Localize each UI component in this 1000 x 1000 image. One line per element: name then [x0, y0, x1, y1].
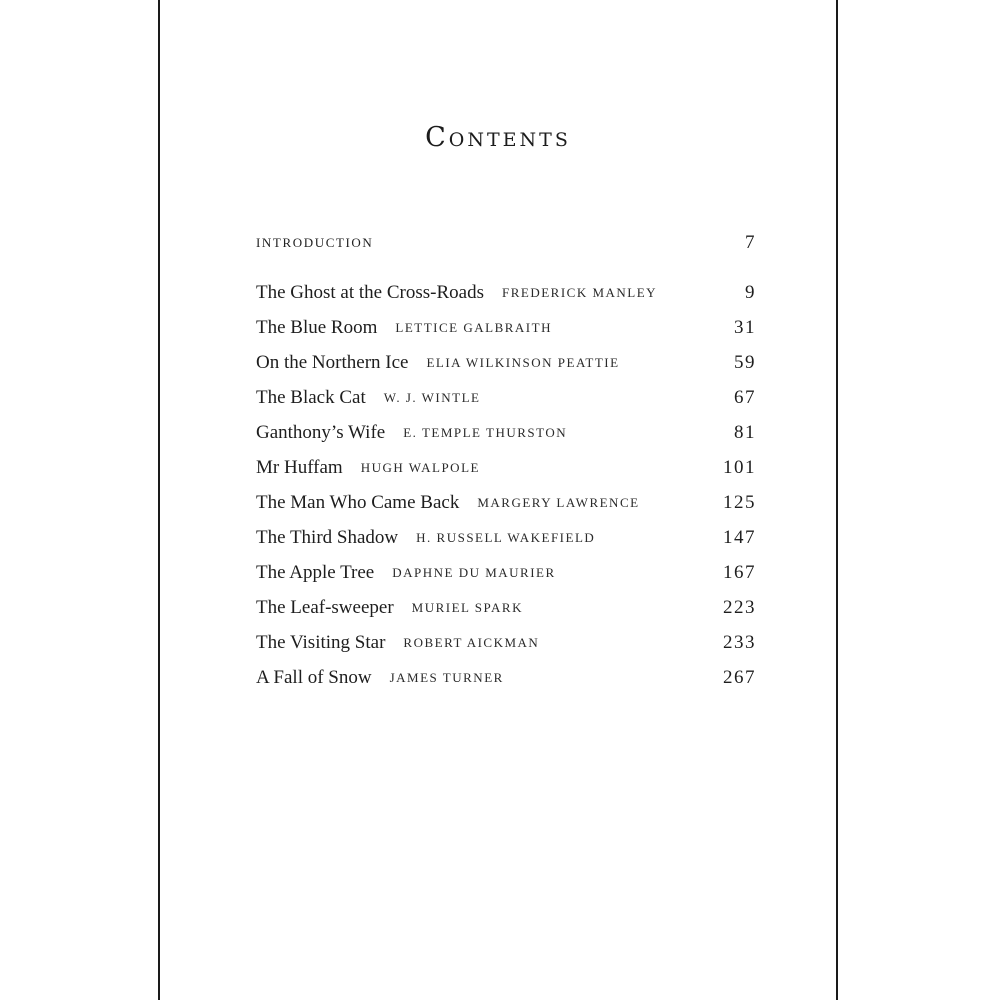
toc-entry[interactable]	[256, 345, 756, 380]
toc-entry[interactable]	[256, 485, 756, 520]
story-page-number: 59	[734, 351, 756, 373]
story-title: The Black Cat	[256, 386, 366, 408]
toc-entry[interactable]	[256, 660, 756, 695]
book-page	[158, 0, 838, 1000]
story-page-number: 101	[723, 456, 756, 478]
toc-introduction-row[interactable]	[256, 225, 756, 261]
story-page-number: 267	[723, 666, 756, 688]
story-page-number: 233	[723, 631, 756, 653]
story-title: Mr Huffam	[256, 456, 343, 478]
story-author: E. TEMPLE THURSTON	[403, 424, 568, 440]
story-title: The Apple Tree	[256, 561, 375, 583]
story-author: ROBERT AICKMAN	[403, 634, 540, 650]
story-page-number: 81	[734, 421, 756, 443]
toc-entry[interactable]	[256, 625, 756, 660]
story-author: W. J. WINTLE	[383, 389, 481, 405]
story-author: FREDERICK MANLEY	[501, 284, 658, 300]
table-of-contents	[256, 225, 756, 695]
story-title: The Man Who Came Back	[256, 491, 460, 513]
story-title: A Fall of Snow	[256, 666, 372, 688]
toc-entry[interactable]	[256, 555, 756, 590]
story-author: DAPHNE DU MAURIER	[392, 564, 556, 580]
story-title: The Third Shadow	[256, 526, 399, 548]
toc-entry[interactable]	[256, 380, 756, 415]
story-page-number: 125	[723, 491, 756, 513]
story-author: LETTICE GALBRAITH	[395, 319, 552, 335]
story-title: The Leaf-sweeper	[256, 596, 394, 618]
story-author: HUGH WALPOLE	[360, 459, 480, 475]
story-title: The Ghost at the Cross-Roads	[256, 281, 484, 303]
toc-entry[interactable]	[256, 310, 756, 345]
story-author: JAMES TURNER	[389, 669, 504, 685]
story-title: The Blue Room	[256, 316, 378, 338]
story-page-number: 9	[745, 281, 756, 303]
toc-entry[interactable]	[256, 520, 756, 555]
page-title: Contents	[425, 122, 571, 153]
toc-entry[interactable]	[256, 415, 756, 450]
toc-entry[interactable]	[256, 590, 756, 625]
story-title: The Visiting Star	[256, 631, 386, 653]
story-author: H. RUSSELL WAKEFIELD	[416, 529, 596, 545]
toc-entry[interactable]	[256, 450, 756, 485]
story-page-number: 223	[723, 596, 756, 618]
story-title: Ganthony’s Wife	[256, 421, 386, 443]
introduction-label: INTRODUCTION	[256, 235, 374, 250]
story-author: MARGERY LAWRENCE	[477, 494, 640, 510]
story-page-number: 167	[723, 561, 756, 583]
story-author: ELIA WILKINSON PEATTIE	[426, 354, 620, 370]
introduction-page-number: 7	[745, 232, 756, 253]
toc-entry[interactable]	[256, 275, 756, 310]
story-page-number: 31	[734, 316, 756, 338]
story-author: MURIEL SPARK	[411, 599, 523, 615]
story-page-number: 147	[723, 526, 756, 548]
story-title: On the Northern Ice	[256, 351, 409, 373]
story-page-number: 67	[734, 386, 756, 408]
